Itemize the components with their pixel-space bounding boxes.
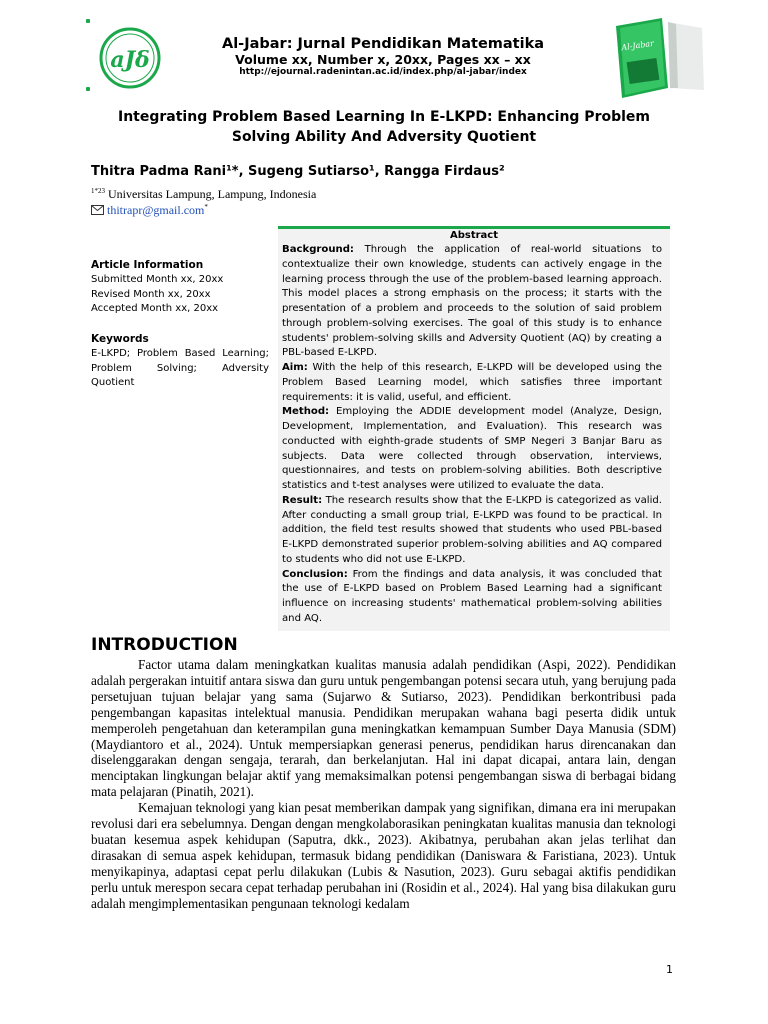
introduction-paragraph: Kemajuan teknologi yang kian pesat memberikan dampak yang signifikan, dimana era ini merupakan revolusi dari era sebelumnya. Dengan dengan mengkolaborasikan peningkatan kualitas manusia dan teknologi buatan kesemua aspek kehidupan (Saputra, dkk., 2023). Akibatnya, perubahan akan jelas terlihat dan dirasakan di semua aspek kehidupan, termasuk bidang pendidikan (Daniswara & Faristiana, 2023). Untuk menyikapinya, adaptasi cepat perlu dilakukan (Lubis & Nasution, 2023). Guru sebagai aktifis pendidikan perlu untuk merespon secara cepat terhadap perubahan ini (Rosidin et al., 2024). Hal yang bisa dilakukan guru adalah mengimplementasikan pengunaan teknologi kedalam — [91, 800, 676, 911]
email-link[interactable]: thitrapr@gmail.com — [107, 203, 205, 217]
journal-volume: Volume xx, Number x, 20xx, Pages xx – xx — [235, 52, 531, 67]
journal-logo-text: aJδ — [110, 47, 150, 73]
introduction-heading: INTRODUCTION — [91, 635, 238, 655]
introduction-body — [91, 657, 676, 912]
keywords-text: E-LKPD; Problem Based Learning; Problem Solving; Adversity Quotient — [91, 347, 269, 389]
page-number: 1 — [666, 963, 673, 976]
abstract-section-label: Conclusion: — [282, 568, 348, 580]
journal-logo — [99, 27, 161, 89]
abstract-section-label: Aim: — [282, 362, 308, 373]
abstract-method — [282, 405, 662, 494]
header-dot-top — [86, 19, 90, 23]
keywords — [91, 332, 269, 391]
abstract-section-text: The research results show that the E-LKPD is categorized as valid. After conducting a small group trial, E-LKPD was found to be practical. In addition, the field test results showed that students who used PBL-based E-LKPD demonstrated superior problem-solving abilities and AQ compared to students who did not use E-LKPD. — [282, 494, 662, 565]
abstract-section-label: Method: — [282, 406, 330, 418]
abstract-conclusion — [282, 568, 662, 627]
article-info — [91, 258, 269, 317]
submitted-date: Submitted Month xx, 20xx — [91, 273, 224, 285]
abstract-section-text: Through the application of real-world situations to contextualize their own knowledge, students can actively engage in the learning process through the use of the problem-based learning approach. This model places a strong emphasis on the process; it starts with the presentation of a problem and proceeds to the solution of said problem through problem-solving exercises. The goal of this study is to enhance students' problem-solving skills and Adversity Quotient (AQ) by creating a PBL-based E-LKPD. — [282, 244, 663, 359]
journal-title: Al-Jabar: Jurnal Pendidikan Matematika — [221, 36, 545, 52]
article-title: Integrating Problem Based Learning In E-LKPD: Enhancing Problem Solving Ability And Adversity Quotient — [118, 109, 650, 145]
journal-url[interactable]: http://ejournal.radenintan.ac.id/index.php/al-jabar/index — [239, 67, 527, 77]
abstract-section-label: Result: — [282, 494, 323, 506]
abstract-heading: Abstract — [449, 230, 499, 241]
email-superscript: * — [204, 203, 208, 211]
abstract-background — [282, 243, 662, 361]
article-authors: Thitra Padma Rani¹*, Sugeng Sutiarso¹, Rangga Firdaus² — [91, 164, 505, 179]
journal-cover-image — [606, 18, 704, 98]
affiliation-text: Universitas Lampung, Lampung, Indonesia — [108, 187, 317, 201]
article-info-heading: Article Information — [91, 259, 204, 271]
revised-date: Revised Month xx, 20xx — [91, 288, 211, 300]
introduction-paragraph: Factor utama dalam meningkatkan kualitas manusia adalah pendidikan (Aspi, 2022). Pendidikan adalah pergerakan intuitif antara siswa dan guru untuk pengembangan potensi secara utuh, yang berujung pada persetujuan tujuan belajar yang sama (Sujarwo & Sutiarso, 2023). Pendidikan berkontribusi pada pengembangan kapasitas intelektual manusia. Pendidikan merupakan wahana bagi peserta didik untuk memperoleh pengetahuan dan keterampilan guna meningkatkan kemampuan Sumber Daya Manusia (SDM) (Maydiantoro et al., 2024). Untuk mempersiapkan generasi penerus, pendidikan harus direncanakan dan diselenggarakan dengan sengaja, terarah, dan berkelanjutan. Hal ini dapat dicapai, antara lain, dengan menciptakan lingkungan belajar aktif yang memaksimalkan potensi pengembangan siswa di berbagai bidang mata pelajaran (Pinatih, 2021). — [91, 657, 676, 800]
abstract-section-label: Background: — [282, 244, 354, 255]
abstract-result — [282, 494, 662, 568]
article-email — [91, 200, 208, 218]
abstract-aim — [282, 361, 662, 405]
abstract-section-text: With the help of this research, E-LKPD will be developed using the Problem Based Learning model, which satisfies three important requirements: it is valid, useful, and efficient. — [282, 362, 662, 403]
journal-cover-text: Al-Jabar — [620, 38, 655, 53]
abstract-section-text: Employing the ADDIE development model (Analyze, Design, Development, Implementation, and Evaluation). This research was conducted with eighth-grade students of SMP Negeri 3 Banjar Baru as subjects. Data were collected through observation, interviews, questionnaires, and tests on problem-solving abilities. Both descriptive statistics and t-test analyses were utilized to evaluate the data. — [282, 406, 662, 491]
keywords-heading: Keywords — [91, 333, 149, 345]
accepted-date: Accepted Month xx, 20xx — [91, 303, 219, 315]
abstract-body — [282, 243, 662, 627]
envelope-icon — [91, 205, 104, 215]
affiliation-superscript: 1*23 — [91, 187, 105, 195]
header-dot-bottom — [86, 87, 90, 91]
abstract-section-text: From the findings and data analysis, it was concluded that the use of E-LKPD based on Problem Based Learning had a significant influence on increasing students' mathematical problem-solving abilities and AQ. — [282, 568, 662, 624]
